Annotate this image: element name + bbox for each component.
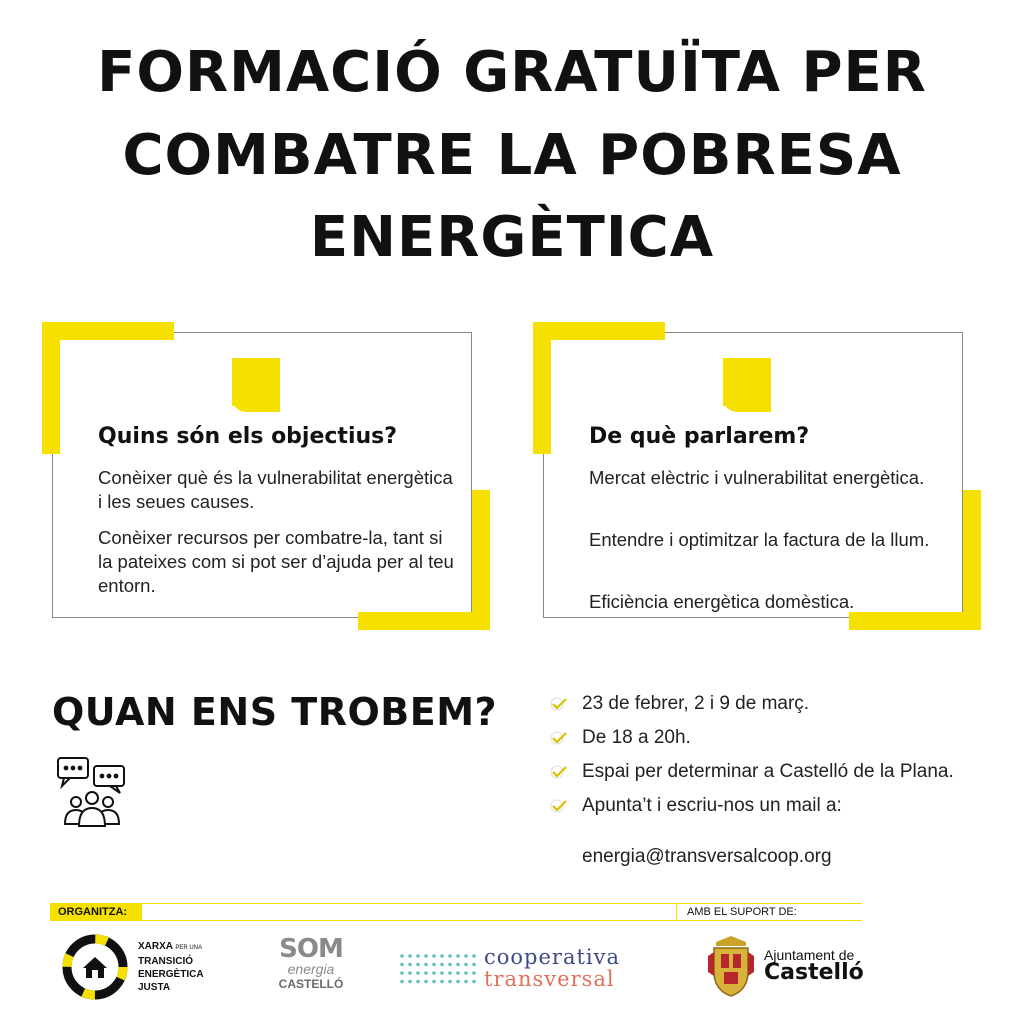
cooperativa-dot xyxy=(400,980,404,984)
cooperativa-dot xyxy=(456,971,460,975)
when-item-signup: Apunta’t i escriu-nos un mail a: xyxy=(548,794,988,818)
ajuntament-castello-logo: Ajuntament de Castelló xyxy=(764,947,864,985)
cooperativa-dot xyxy=(424,954,428,958)
cooperativa-dot xyxy=(448,971,452,975)
topic-item-1: Mercat elèctric i vulnerabilitat energètica. xyxy=(589,467,925,488)
cooperativa-dot xyxy=(432,963,436,967)
cooperativa-dot xyxy=(472,954,476,958)
cooperativa-dot xyxy=(408,980,412,984)
cooperativa-dot xyxy=(472,980,476,984)
objective-item-1: Conèixer què és la vulnerabilitat energètica i les seues causes. xyxy=(98,467,453,512)
when-item-place: Espai per determinar a Castelló de la Plana. xyxy=(548,760,988,784)
cooperativa-dot xyxy=(424,963,428,967)
topics-heading: De què parlarem? xyxy=(589,424,810,449)
objectives-heading: Quins són els objectius? xyxy=(98,424,398,449)
meeting-people-icon xyxy=(56,756,128,828)
objectives-card xyxy=(42,322,482,628)
cooperativa-dot xyxy=(400,954,404,958)
cooperativa-dot xyxy=(456,954,460,958)
corner-accent-bottom-right-vertical xyxy=(963,490,981,630)
cooperativa-dot xyxy=(400,971,404,975)
cooperativa-dot xyxy=(440,971,444,975)
cooperativa-dot xyxy=(416,963,420,967)
cooperativa-dot xyxy=(408,954,412,958)
title-line-2: COMBATRE LA POBRESA xyxy=(0,128,1024,184)
cooperativa-dot xyxy=(448,963,452,967)
corner-accent-top-left xyxy=(533,322,665,340)
cooperativa-dot xyxy=(432,980,436,984)
cooperativa-dot xyxy=(472,963,476,967)
cooperativa-dot xyxy=(464,954,468,958)
quote-mark-icon xyxy=(723,358,771,406)
cooperativa-dot xyxy=(440,954,444,958)
cooperativa-dot xyxy=(432,954,436,958)
quote-mark-icon xyxy=(232,358,280,406)
contact-email[interactable]: energia@transversalcoop.org xyxy=(582,846,832,867)
cooperativa-transversal-logo: cooperativa transversal xyxy=(484,945,621,991)
topic-item-3: Eficiència energètica domèstica. xyxy=(589,591,855,612)
when-item-dates: 23 de febrer, 2 i 9 de març. xyxy=(548,692,988,716)
corner-accent-top-left-vertical xyxy=(42,322,60,454)
corner-accent-top-left-vertical xyxy=(533,322,551,454)
cooperativa-dot xyxy=(472,971,476,975)
xarxa-name: XARXA PER UNA TRANSICIÓ ENERGÈTICA JUSTA xyxy=(138,941,204,993)
corner-accent-bottom-right-vertical xyxy=(472,490,490,630)
cooperativa-dot xyxy=(424,971,428,975)
cooperativa-dot xyxy=(456,963,460,967)
cooperativa-dot xyxy=(456,980,460,984)
title-line-3: ENERGÈTICA xyxy=(0,210,1024,266)
corner-accent-bottom-right xyxy=(849,612,981,630)
cooperativa-dot xyxy=(448,954,452,958)
corner-accent-bottom-right xyxy=(358,612,490,630)
cooperativa-dot xyxy=(416,971,420,975)
check-icon xyxy=(550,765,568,779)
topics-card xyxy=(533,322,973,628)
organizes-label: ORGANITZA: xyxy=(50,904,142,920)
check-icon xyxy=(550,697,568,711)
cooperativa-dot xyxy=(408,971,412,975)
cooperativa-dot xyxy=(464,980,468,984)
cooperativa-dots-icon xyxy=(398,952,478,986)
castello-coat-of-arms-icon xyxy=(706,936,756,998)
cooperativa-dot xyxy=(424,980,428,984)
cooperativa-dot xyxy=(464,971,468,975)
when-heading: QUAN ENS TROBEM? xyxy=(52,690,498,734)
cooperativa-dot xyxy=(432,971,436,975)
cooperativa-dot xyxy=(440,980,444,984)
title-line-1: FORMACIÓ GRATUÏTA PER xyxy=(0,45,1024,101)
cooperativa-dot xyxy=(416,980,420,984)
cooperativa-dot xyxy=(464,963,468,967)
when-details-list xyxy=(548,692,988,828)
topic-item-2: Entendre i optimitzar la factura de la llum. xyxy=(589,529,930,550)
cooperativa-dot xyxy=(416,954,420,958)
cooperativa-dot xyxy=(448,980,452,984)
cooperativa-dot xyxy=(408,963,412,967)
support-label: AMB EL SUPORT DE: xyxy=(676,904,862,920)
objective-item-2: Conèixer recursos per combatre-la, tant si la pateixes com si pot ser d’ajuda per al teu entorn. xyxy=(98,527,454,596)
when-item-time: De 18 a 20h. xyxy=(548,726,988,750)
xarxa-logo-icon xyxy=(60,932,130,1002)
cooperativa-dot xyxy=(400,963,404,967)
check-icon xyxy=(550,799,568,813)
check-icon xyxy=(550,731,568,745)
somenergia-logo: SOM energia CASTELLÓ xyxy=(278,934,344,991)
cooperativa-dot xyxy=(440,963,444,967)
corner-accent-top-left xyxy=(42,322,174,340)
